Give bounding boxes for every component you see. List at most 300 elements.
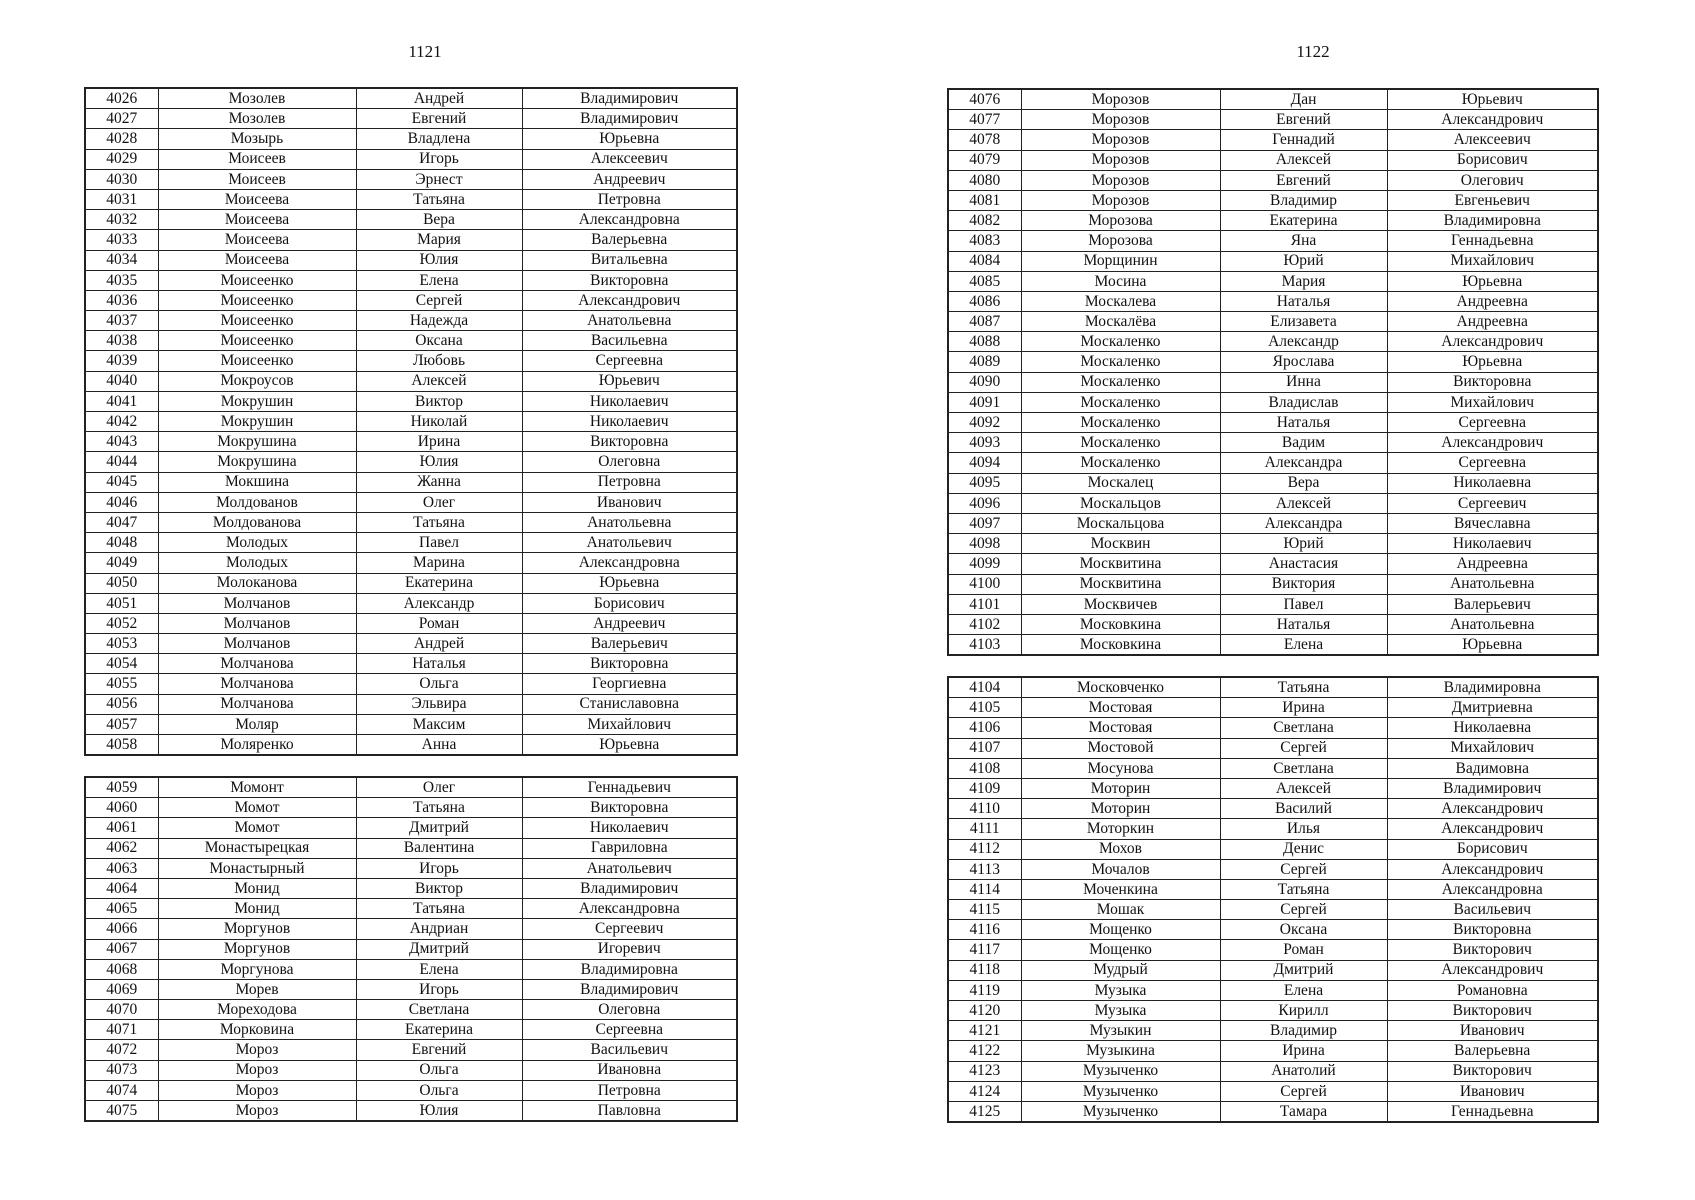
row-number-cell: 4084 [948, 251, 1021, 271]
surname-cell: Момот [158, 798, 356, 818]
row-number-cell: 4070 [85, 1000, 158, 1020]
table-row [85, 777, 737, 798]
surname-cell: Моторин [1021, 799, 1220, 819]
patronymic-cell: Валерьевна [522, 230, 737, 250]
patronymic-cell: Андреевич [522, 613, 737, 633]
surname-cell: Морозов [1021, 89, 1220, 110]
table-row [948, 372, 1598, 392]
table-row [948, 231, 1598, 251]
patronymic-cell: Александровна [522, 210, 737, 230]
surname-cell: Мозолев [158, 109, 356, 129]
patronymic-cell: Владимирович [522, 109, 737, 129]
first-name-cell: Павел [356, 533, 522, 553]
first-name-cell: Сергей [1220, 1081, 1387, 1101]
first-name-cell: Игорь [356, 858, 522, 878]
surname-cell: Московкина [1021, 614, 1220, 634]
row-number-cell: 4125 [948, 1101, 1021, 1122]
table-row [85, 553, 737, 573]
first-name-cell: Светлана [356, 1000, 522, 1020]
patronymic-cell: Юрьевна [1387, 352, 1598, 372]
table-row [85, 412, 737, 432]
patronymic-cell: Юрьевна [1387, 271, 1598, 291]
row-number-cell: 4105 [948, 698, 1021, 718]
row-number-cell: 4089 [948, 352, 1021, 372]
left-page-number: 1121 [408, 42, 442, 61]
patronymic-cell: Станиславовна [522, 694, 737, 714]
row-number-cell: 4097 [948, 513, 1021, 533]
row-number-cell: 4119 [948, 980, 1021, 1000]
table-row [85, 533, 737, 553]
first-name-cell: Оксана [356, 331, 522, 351]
row-number-cell: 4083 [948, 231, 1021, 251]
row-number-cell: 4109 [948, 778, 1021, 798]
table-row [948, 352, 1598, 372]
surname-cell: Мудрый [1021, 960, 1220, 980]
table-row [948, 758, 1598, 778]
first-name-cell: Алексей [1220, 150, 1387, 170]
patronymic-cell: Владимировна [1387, 211, 1598, 231]
patronymic-cell: Иванович [1387, 1081, 1598, 1101]
patronymic-cell: Петровна [522, 189, 737, 209]
left-table-upper [84, 87, 738, 756]
first-name-cell: Алексей [1220, 778, 1387, 798]
table-row [85, 331, 737, 351]
table-row [85, 492, 737, 512]
patronymic-cell: Владимирович [522, 878, 737, 898]
row-number-cell: 4069 [85, 979, 158, 999]
first-name-cell: Евгений [1220, 170, 1387, 190]
row-number-cell: 4046 [85, 492, 158, 512]
patronymic-cell: Олеговна [522, 1000, 737, 1020]
row-number-cell: 4053 [85, 634, 158, 654]
table-row [85, 979, 737, 999]
patronymic-cell: Анатольевна [522, 512, 737, 532]
table-row [85, 230, 737, 250]
first-name-cell: Оксана [1220, 920, 1387, 940]
first-name-cell: Евгений [1220, 110, 1387, 130]
patronymic-cell: Михайлович [522, 714, 737, 734]
surname-cell: Мозолев [158, 88, 356, 109]
patronymic-cell: Александрович [1387, 433, 1598, 453]
patronymic-cell: Владимировна [522, 959, 737, 979]
left-table-lower [84, 776, 738, 1122]
first-name-cell: Анастасия [1220, 554, 1387, 574]
patronymic-cell: Юрьевна [1387, 635, 1598, 656]
patronymic-cell: Борисович [522, 593, 737, 613]
table-row [948, 859, 1598, 879]
surname-cell: Моторкин [1021, 819, 1220, 839]
surname-cell: Моченкина [1021, 879, 1220, 899]
patronymic-cell: Николаевич [522, 412, 737, 432]
first-name-cell: Дмитрий [356, 939, 522, 959]
table-row [85, 573, 737, 593]
patronymic-cell: Евгеньевич [1387, 190, 1598, 210]
first-name-cell: Виктор [356, 391, 522, 411]
patronymic-cell: Викторовна [522, 654, 737, 674]
first-name-cell: Мария [356, 230, 522, 250]
first-name-cell: Ольга [356, 1060, 522, 1080]
first-name-cell: Владлена [356, 129, 522, 149]
first-name-cell: Елена [1220, 980, 1387, 1000]
row-number-cell: 4100 [948, 574, 1021, 594]
patronymic-cell: Николаевна [1387, 718, 1598, 738]
table-row [85, 512, 737, 532]
patronymic-cell: Романовна [1387, 980, 1598, 1000]
row-number-cell: 4093 [948, 433, 1021, 453]
surname-cell: Морозова [1021, 231, 1220, 251]
patronymic-cell: Михайлович [1387, 738, 1598, 758]
first-name-cell: Анатолий [1220, 1061, 1387, 1081]
first-name-cell: Наталья [1220, 413, 1387, 433]
surname-cell: Моргунова [158, 959, 356, 979]
table-row [948, 89, 1598, 110]
first-name-cell: Роман [356, 613, 522, 633]
row-number-cell: 4040 [85, 371, 158, 391]
row-number-cell: 4059 [85, 777, 158, 798]
first-name-cell: Александр [1220, 332, 1387, 352]
surname-cell: Моисеенко [158, 290, 356, 310]
patronymic-cell: Ивановна [522, 1060, 737, 1080]
table-row [85, 250, 737, 270]
row-number-cell: 4072 [85, 1040, 158, 1060]
surname-cell: Морев [158, 979, 356, 999]
patronymic-cell: Викторович [1387, 940, 1598, 960]
surname-cell: Морозова [1021, 211, 1220, 231]
patronymic-cell: Александрович [1387, 110, 1598, 130]
surname-cell: Мошак [1021, 900, 1220, 920]
first-name-cell: Александра [1220, 513, 1387, 533]
row-number-cell: 4065 [85, 899, 158, 919]
table-row [948, 1001, 1598, 1021]
row-number-cell: 4122 [948, 1041, 1021, 1061]
row-number-cell: 4036 [85, 290, 158, 310]
row-number-cell: 4066 [85, 919, 158, 939]
surname-cell: Мокрушин [158, 391, 356, 411]
surname-cell: Музыка [1021, 1001, 1220, 1021]
table-row [948, 980, 1598, 1000]
table-row [85, 674, 737, 694]
surname-cell: Морозов [1021, 110, 1220, 130]
row-number-cell: 4121 [948, 1021, 1021, 1041]
patronymic-cell: Михайлович [1387, 392, 1598, 412]
first-name-cell: Игорь [356, 979, 522, 999]
row-number-cell: 4043 [85, 432, 158, 452]
row-number-cell: 4047 [85, 512, 158, 532]
patronymic-cell: Валерьевич [522, 634, 737, 654]
patronymic-cell: Борисович [1387, 150, 1598, 170]
row-number-cell: 4056 [85, 694, 158, 714]
first-name-cell: Елена [356, 270, 522, 290]
patronymic-cell: Иванович [522, 492, 737, 512]
table-row [85, 1020, 737, 1040]
first-name-cell: Сергей [356, 290, 522, 310]
patronymic-cell: Валерьевич [1387, 594, 1598, 614]
surname-cell: Москаленко [1021, 332, 1220, 352]
surname-cell: Морозов [1021, 170, 1220, 190]
patronymic-cell: Александрович [1387, 799, 1598, 819]
table-row [948, 920, 1598, 940]
first-name-cell: Дмитрий [356, 818, 522, 838]
first-name-cell: Наталья [1220, 614, 1387, 634]
row-number-cell: 4118 [948, 960, 1021, 980]
patronymic-cell: Владимирович [1387, 778, 1598, 798]
patronymic-cell: Александрович [1387, 859, 1598, 879]
surname-cell: Мочалов [1021, 859, 1220, 879]
first-name-cell: Татьяна [356, 512, 522, 532]
table-row [85, 270, 737, 290]
table-row [948, 1021, 1598, 1041]
row-number-cell: 4080 [948, 170, 1021, 190]
surname-cell: Мороз [158, 1080, 356, 1100]
patronymic-cell: Сергеевна [1387, 453, 1598, 473]
table-row [948, 150, 1598, 170]
surname-cell: Мороз [158, 1101, 356, 1122]
first-name-cell: Надежда [356, 311, 522, 331]
table-row [948, 594, 1598, 614]
first-name-cell: Елена [1220, 635, 1387, 656]
row-number-cell: 4037 [85, 311, 158, 331]
patronymic-cell: Викторовна [1387, 920, 1598, 940]
first-name-cell: Ольга [356, 674, 522, 694]
patronymic-cell: Сергеевич [522, 919, 737, 939]
first-name-cell: Юрий [1220, 534, 1387, 554]
table-row [948, 1081, 1598, 1101]
first-name-cell: Виктория [1220, 574, 1387, 594]
patronymic-cell: Петровна [522, 1080, 737, 1100]
first-name-cell: Жанна [356, 472, 522, 492]
first-name-cell: Тамара [1220, 1101, 1387, 1122]
first-name-cell: Марина [356, 553, 522, 573]
first-name-cell: Татьяна [1220, 677, 1387, 698]
first-name-cell: Ирина [356, 432, 522, 452]
table-row [85, 1060, 737, 1080]
row-number-cell: 4029 [85, 149, 158, 169]
row-number-cell: 4028 [85, 129, 158, 149]
patronymic-cell: Иванович [1387, 1021, 1598, 1041]
table-row [948, 392, 1598, 412]
patronymic-cell: Юрьевна [522, 735, 737, 756]
table-row [948, 839, 1598, 859]
surname-cell: Музыка [1021, 980, 1220, 1000]
first-name-cell: Геннадий [1220, 130, 1387, 150]
right-table-lower [947, 676, 1599, 1123]
patronymic-cell: Юрьевна [522, 573, 737, 593]
table-row [85, 189, 737, 209]
surname-cell: Моисеенко [158, 270, 356, 290]
surname-cell: Мороз [158, 1040, 356, 1060]
row-number-cell: 4120 [948, 1001, 1021, 1021]
patronymic-cell: Дмитриевна [1387, 698, 1598, 718]
surname-cell: Моисеев [158, 169, 356, 189]
row-number-cell: 4073 [85, 1060, 158, 1080]
surname-cell: Мокрушин [158, 412, 356, 432]
row-number-cell: 4075 [85, 1101, 158, 1122]
table-row [948, 960, 1598, 980]
patronymic-cell: Вячеславна [1387, 513, 1598, 533]
row-number-cell: 4027 [85, 109, 158, 129]
surname-cell: Мостовой [1021, 738, 1220, 758]
row-number-cell: 4104 [948, 677, 1021, 698]
row-number-cell: 4071 [85, 1020, 158, 1040]
first-name-cell: Вера [356, 210, 522, 230]
row-number-cell: 4101 [948, 594, 1021, 614]
table-row [85, 634, 737, 654]
row-number-cell: 4026 [85, 88, 158, 109]
surname-cell: Музыченко [1021, 1081, 1220, 1101]
surname-cell: Момонт [158, 777, 356, 798]
patronymic-cell: Александрович [1387, 332, 1598, 352]
row-number-cell: 4077 [948, 110, 1021, 130]
surname-cell: Мокрушина [158, 452, 356, 472]
surname-cell: Морщинин [1021, 251, 1220, 271]
patronymic-cell: Викторовна [522, 432, 737, 452]
first-name-cell: Алексей [1220, 493, 1387, 513]
patronymic-cell: Андреевна [1387, 312, 1598, 332]
first-name-cell: Екатерина [1220, 211, 1387, 231]
row-number-cell: 4113 [948, 859, 1021, 879]
table-row [85, 391, 737, 411]
first-name-cell: Денис [1220, 839, 1387, 859]
surname-cell: Морозов [1021, 190, 1220, 210]
surname-cell: Морозов [1021, 130, 1220, 150]
table-row [85, 1000, 737, 1020]
table-row [948, 718, 1598, 738]
surname-cell: Москаленко [1021, 433, 1220, 453]
patronymic-cell: Витальевна [522, 250, 737, 270]
patronymic-cell: Анатольевна [1387, 614, 1598, 634]
right-page-number: 1122 [1296, 42, 1330, 61]
patronymic-cell: Сергеевна [522, 351, 737, 371]
table-row [948, 130, 1598, 150]
first-name-cell: Сергей [1220, 900, 1387, 920]
row-number-cell: 4092 [948, 413, 1021, 433]
table-row [948, 1101, 1598, 1122]
first-name-cell: Светлана [1220, 718, 1387, 738]
row-number-cell: 4060 [85, 798, 158, 818]
surname-cell: Москалева [1021, 291, 1220, 311]
table-row [85, 654, 737, 674]
first-name-cell: Наталья [356, 654, 522, 674]
patronymic-cell: Владимировна [1387, 677, 1598, 698]
table-row [948, 493, 1598, 513]
first-name-cell: Юлия [356, 250, 522, 270]
table-row [948, 211, 1598, 231]
row-number-cell: 4115 [948, 900, 1021, 920]
surname-cell: Монастырецкая [158, 838, 356, 858]
first-name-cell: Игорь [356, 149, 522, 169]
table-row [85, 210, 737, 230]
first-name-cell: Владимир [1220, 190, 1387, 210]
patronymic-cell: Вадимовна [1387, 758, 1598, 778]
first-name-cell: Андрей [356, 88, 522, 109]
row-number-cell: 4061 [85, 818, 158, 838]
surname-cell: Мореходова [158, 1000, 356, 1020]
table-row [948, 698, 1598, 718]
first-name-cell: Сергей [1220, 738, 1387, 758]
table-row [948, 778, 1598, 798]
row-number-cell: 4123 [948, 1061, 1021, 1081]
surname-cell: Москвитина [1021, 554, 1220, 574]
patronymic-cell: Юрьевич [1387, 89, 1598, 110]
table-row [948, 940, 1598, 960]
patronymic-cell: Александровна [522, 899, 737, 919]
row-number-cell: 4042 [85, 412, 158, 432]
row-number-cell: 4081 [948, 190, 1021, 210]
patronymic-cell: Николаевна [1387, 473, 1598, 493]
table-row [85, 472, 737, 492]
surname-cell: Москаленко [1021, 413, 1220, 433]
patronymic-cell: Александрович [1387, 960, 1598, 980]
surname-cell: Музыченко [1021, 1061, 1220, 1081]
surname-cell: Молодых [158, 533, 356, 553]
first-name-cell: Татьяна [356, 189, 522, 209]
surname-cell: Мозырь [158, 129, 356, 149]
row-number-cell: 4057 [85, 714, 158, 734]
table-row [85, 88, 737, 109]
row-number-cell: 4038 [85, 331, 158, 351]
first-name-cell: Татьяна [356, 899, 522, 919]
surname-cell: Молодых [158, 553, 356, 573]
patronymic-cell: Сергеевич [1387, 493, 1598, 513]
surname-cell: Молоканова [158, 573, 356, 593]
table-row [948, 677, 1598, 698]
row-number-cell: 4079 [948, 150, 1021, 170]
surname-cell: Москалёва [1021, 312, 1220, 332]
surname-cell: Моисеева [158, 210, 356, 230]
row-number-cell: 4031 [85, 189, 158, 209]
table-row [85, 818, 737, 838]
first-name-cell: Евгений [356, 109, 522, 129]
table-row [85, 371, 737, 391]
first-name-cell: Эльвира [356, 694, 522, 714]
first-name-cell: Владислав [1220, 392, 1387, 412]
patronymic-cell: Петровна [522, 472, 737, 492]
table-row [85, 939, 737, 959]
patronymic-cell: Андреевна [1387, 554, 1598, 574]
surname-cell: Мокроусов [158, 371, 356, 391]
surname-cell: Москвин [1021, 534, 1220, 554]
table-row [948, 635, 1598, 656]
surname-cell: Москаленко [1021, 453, 1220, 473]
row-number-cell: 4052 [85, 613, 158, 633]
row-number-cell: 4044 [85, 452, 158, 472]
first-name-cell: Вера [1220, 473, 1387, 493]
row-number-cell: 4114 [948, 879, 1021, 899]
patronymic-cell: Анатольевна [522, 311, 737, 331]
patronymic-cell: Николаевич [522, 391, 737, 411]
table-row [948, 271, 1598, 291]
row-number-cell: 4112 [948, 839, 1021, 859]
table-row [948, 413, 1598, 433]
patronymic-cell: Алексеевич [522, 149, 737, 169]
table-row [85, 798, 737, 818]
table-row [85, 432, 737, 452]
surname-cell: Моисеева [158, 250, 356, 270]
table-row [948, 332, 1598, 352]
first-name-cell: Инна [1220, 372, 1387, 392]
table-row [948, 614, 1598, 634]
surname-cell: Музыкин [1021, 1021, 1220, 1041]
table-row [85, 290, 737, 310]
patronymic-cell: Борисович [1387, 839, 1598, 859]
table-row [85, 858, 737, 878]
table-row [948, 190, 1598, 210]
surname-cell: Моисеева [158, 189, 356, 209]
patronymic-cell: Анатольевич [522, 858, 737, 878]
patronymic-cell: Викторович [1387, 1001, 1598, 1021]
patronymic-cell: Васильевна [522, 331, 737, 351]
table-row [948, 513, 1598, 533]
